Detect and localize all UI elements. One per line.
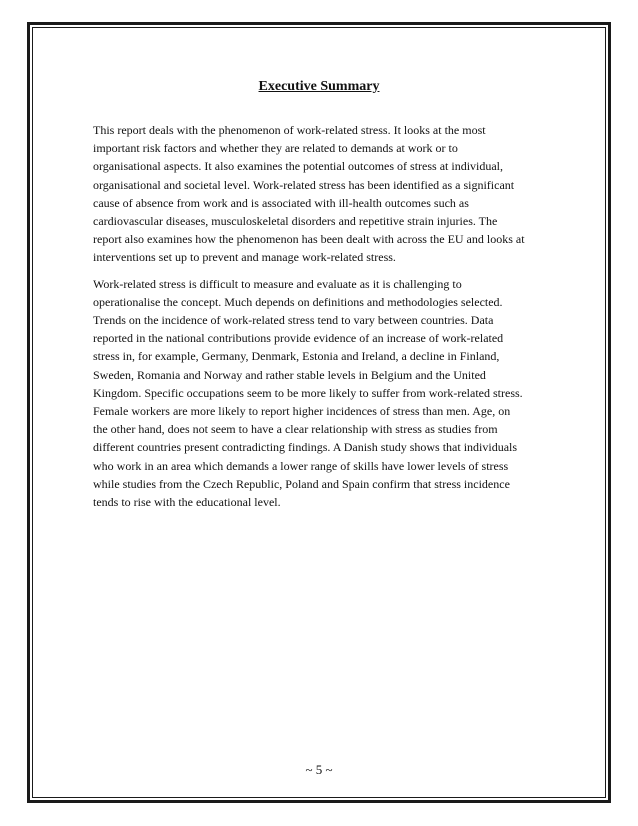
text-line: who work in an area which demands a lower range of skills have lower levels of stress [93,458,509,473]
text-line: Trends on the incidence of work-related stress tend to vary between countries. Data [93,313,494,328]
text-line: This report deals with the phenomenon of work-related stress. It looks at the most [93,123,486,137]
text-line: while studies from the Czech Republic, Poland and Spain confirm that stress incidence [93,476,510,491]
text-line: organisational aspects. It also examines the potential outcomes of stress at individual, [93,159,504,174]
text-line: Female workers are more likely to report higher incidences of stress than men. Age, on [93,404,511,419]
text-line: different countries present contradicting findings. A Danish study shows that individuals [93,440,518,455]
text-line: important risk factors and whether they are related to demands at work or to [93,141,458,156]
text-line: tends to rise with the educational level. [93,495,281,510]
text-line: operationalise the concept. Much depends on definitions and methodologies selected. [93,294,503,309]
paragraph-1 [93,121,553,267]
page-title: Executive Summary [258,79,380,94]
text-line: the other hand, does not seem to have a clear relationship with stress as studies from [93,422,498,437]
text-line: cause of absence from work and is associated with ill-health outcomes such as [93,195,469,210]
page-number: ~ 5 ~ [305,762,333,777]
text-line: interventions set up to prevent and manage work-related stress. [93,250,396,265]
text-line: Kingdom. Specific occupations seem to be more likely to suffer from work-related stress. [93,385,523,400]
text-line: Sweden, Romania and Norway and rather stable levels in Belgium and the United [93,367,486,382]
text-line: cardiovascular diseases, musculoskeletal disorders and repetitive strain injuries. The [93,214,498,229]
text-line: stress in, for example, Germany, Denmark, Estonia and Ireland, a decline in Finland, [93,349,500,364]
text-line: organisational and societal level. Work-related stress has been identified as a significant [93,177,515,192]
document-body [93,121,553,519]
text-line: Work-related stress is difficult to measure and evaluate as it is challenging to [93,276,462,291]
text-line: reported in the national contributions provide evidence of an increase of work-related [93,331,504,346]
text-line: report also examines how the phenomenon has been dealt with across the EU and looks at [93,232,525,247]
paragraph-2 [93,275,553,512]
